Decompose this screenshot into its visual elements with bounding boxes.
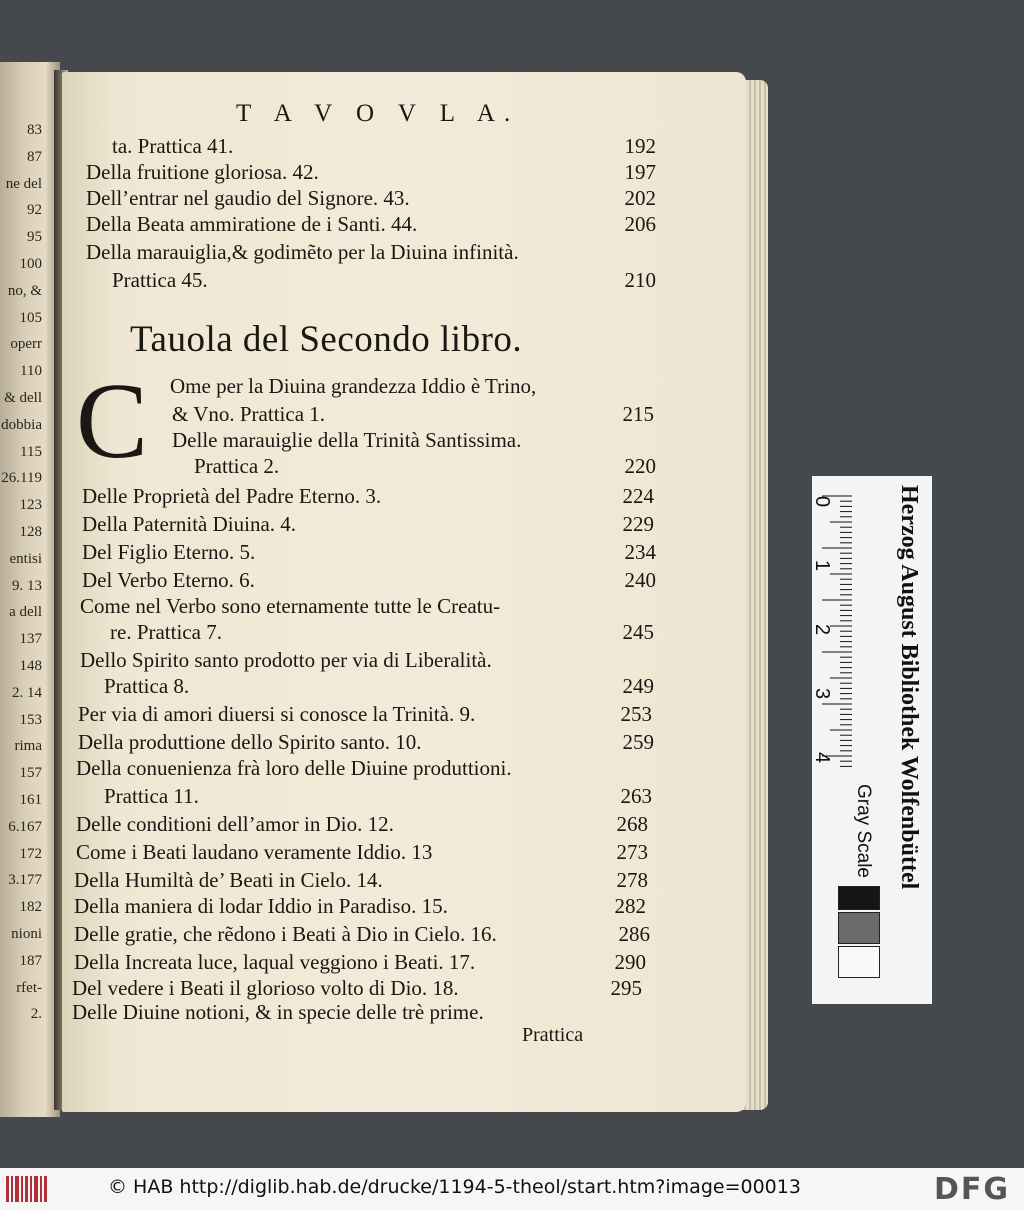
toc-entry-text: Dell’entrar nel gaudio del Signore. 43.: [86, 186, 410, 210]
ruler-digit: 2: [811, 623, 834, 636]
facing-page-fragment: 187: [19, 952, 42, 969]
facing-page-fragment: 9. 13: [12, 577, 42, 594]
toc-entry-page-number: 273: [616, 840, 648, 864]
ruler-digit: 4: [811, 751, 834, 764]
dfg-logo: DFG: [934, 1172, 1011, 1207]
toc-entry-text: Delle Proprietà del Padre Eterno. 3.: [82, 484, 382, 508]
toc-entry-text: Della Humiltà de’ Beati in Cielo. 14.: [74, 868, 383, 892]
facing-page-fragment: 6.167: [8, 818, 42, 835]
toc-entry-text: Della maniera di lodar Iddio in Paradiso. 15.: [74, 894, 448, 918]
toc-entry-text: Della Increata luce, laqual veggiono i Beati. 17.: [74, 950, 476, 974]
toc-entry-page-number: 220: [624, 454, 656, 478]
facing-page-fragment: 3.177: [8, 872, 42, 889]
toc-entry-page-number: 197: [624, 160, 656, 184]
toc-entry-page-number: 245: [622, 620, 654, 644]
facing-page-fragment: a dell: [9, 604, 42, 621]
show-through-texture: [480, 128, 730, 678]
facing-page-fragment: 115: [20, 443, 42, 460]
facing-page-fragment: 161: [19, 792, 42, 808]
toc-entry-text: re. Prattica 7.: [110, 620, 222, 644]
facing-page-fragment: 100: [19, 256, 42, 272]
facing-page-fragment: operr: [10, 336, 42, 353]
toc-entry-text: Prattica 11.: [104, 784, 199, 808]
toc-entry-text: Della Beata ammiratione de i Santi. 44.: [86, 212, 418, 236]
facing-page-fragment: 2. 14: [12, 684, 42, 701]
toc-entry-text: ta. Prattica 41.: [112, 134, 234, 158]
facing-page-fragment: 95: [27, 229, 42, 246]
toc-entry-text: Della fruitione gloriosa. 42.: [86, 160, 319, 184]
facing-page-fragment: 128: [19, 524, 42, 540]
toc-entry-page-number: 259: [622, 730, 654, 754]
facing-page-fragment: no, &: [7, 282, 42, 299]
facing-page-fragment: 123: [19, 497, 42, 514]
toc-entry-text: Ome per la Diuina grandezza Iddio è Trino,: [170, 374, 537, 398]
toc-entry-text: Della conuenienza frà loro delle Diuine produttioni.: [76, 756, 512, 780]
facing-page-fragment: entisi: [9, 550, 42, 567]
facing-page-fragment: rima: [14, 738, 42, 755]
toc-entry-text: Del Verbo Eterno. 6.: [82, 568, 255, 592]
gray-scale-text: Gray Scale: [853, 784, 874, 878]
copyright-url-link[interactable]: © HAB http://diglib.hab.de/drucke/1194-5-theol/start.htm?image=00013: [108, 1176, 801, 1198]
facing-page-fragment: 137: [19, 631, 42, 648]
toc-entry-page-number: 234: [624, 540, 656, 564]
toc-entry-page-number: 240: [624, 568, 656, 592]
toc-entry-page-number: 249: [622, 674, 654, 698]
toc-entry-page-number: 295: [610, 976, 642, 1000]
toc-entry-text: Della Paternità Diuina. 4.: [82, 512, 297, 536]
gray-swatch-mid: [838, 912, 880, 944]
gray-swatch-white: [838, 946, 880, 978]
facing-page-fragment: 182: [19, 899, 42, 916]
toc-entry-text: & Vno. Prattica 1.: [172, 402, 326, 426]
toc-entry-text: Come nel Verbo sono eternamente tutte le Creatu-: [80, 594, 501, 618]
facing-page-fragment: 26.119: [1, 470, 42, 487]
toc-entry-page-number: 268: [616, 812, 648, 836]
toc-entry-page-number: 286: [618, 922, 650, 946]
ruler-title-text: Herzog August Bibliothek Wolfenbüttel: [896, 485, 922, 890]
toc-entry-text: Della produttione dello Spirito santo. 10.: [78, 730, 422, 754]
ruler-title: [894, 485, 924, 995]
facing-page-fragment: 157: [19, 765, 42, 782]
toc-entry-text: Delle marauiglie della Trinità Santissima.: [172, 428, 522, 452]
drop-cap-initial: C: [76, 362, 149, 481]
toc-entry-page-number: 210: [624, 268, 656, 292]
ruler-digit: 0: [811, 495, 834, 508]
facing-page-fragment: & dell: [4, 390, 42, 406]
barcode-icon: [6, 1176, 48, 1202]
ruler-digit: 3: [811, 687, 834, 700]
facing-page-fragment: 92: [27, 202, 42, 219]
facing-page-fragment: 148: [19, 658, 42, 674]
catchword: Prattica: [522, 1024, 584, 1046]
toc-entry-text: Della marauiglia,& godimẽto per la Diuina infinità.: [86, 240, 519, 264]
toc-entry-page-number: 290: [614, 950, 646, 974]
facing-page-fragment: 105: [19, 309, 42, 326]
toc-entry-text: Del Figlio Eterno. 5.: [82, 540, 256, 564]
facing-page-fragment: 153: [19, 711, 42, 728]
toc-entry-text: Delle gratie, che rẽdono i Beati à Dio in Cielo. 16.: [74, 922, 497, 946]
section-title: Tauola del Secondo libro.: [130, 319, 523, 360]
toc-entry-page-number: 263: [620, 784, 652, 808]
facing-page-fragment: ne del: [5, 175, 42, 192]
toc-entry-text: Dello Spirito santo prodotto per via di Liberalità.: [80, 648, 492, 672]
toc-entry-page-number: 253: [620, 702, 652, 726]
toc-entry-page-number: 224: [622, 484, 654, 508]
facing-page-fragment: rfet-: [16, 979, 42, 996]
running-head: T A V O V L A.: [236, 100, 520, 127]
gray-swatch-black: [838, 886, 880, 910]
facing-page-fragment: dobbia: [1, 416, 42, 433]
toc-entry-text: Prattica 2.: [194, 454, 280, 478]
facing-page-fragment: nioni: [11, 926, 42, 942]
facing-page-fragment: 110: [20, 363, 42, 380]
toc-entry-text: Per via di amori diuersi si conosce la Trinità. 9.: [78, 702, 476, 726]
footer-bar: [0, 1168, 1024, 1210]
toc-entry-text: Prattica 8.: [104, 674, 190, 698]
facing-page-fragment: 172: [19, 845, 42, 862]
toc-entry-text: Del vedere i Beati il glorioso volto di Dio. 18.: [72, 976, 459, 1000]
toc-entry-page-number: 215: [622, 402, 654, 426]
facing-page-fragment: 2.: [30, 1006, 42, 1023]
toc-entry-text: Come i Beati laudano veramente Iddio. 13: [76, 840, 433, 864]
toc-entry-page-number: 229: [622, 512, 654, 536]
toc-entry-text: Delle conditioni dell’amor in Dio. 12.: [76, 812, 394, 836]
toc-entry-page-number: 202: [624, 186, 656, 210]
toc-entry-page-number: 282: [614, 894, 646, 918]
gray-scale-label: [852, 784, 876, 884]
facing-page-fragment: 83: [27, 122, 42, 138]
toc-entry-text: Prattica 45.: [112, 268, 208, 292]
ruler-digit: 1: [811, 559, 834, 572]
facing-page-fragment: 87: [27, 148, 42, 165]
toc-entry-page-number: 206: [624, 212, 656, 236]
toc-entry-page-number: 192: [624, 134, 656, 158]
toc-entry-text: Delle Diuine notioni, & in specie delle trè prime.: [72, 1000, 484, 1024]
toc-entry-page-number: 278: [616, 868, 648, 892]
